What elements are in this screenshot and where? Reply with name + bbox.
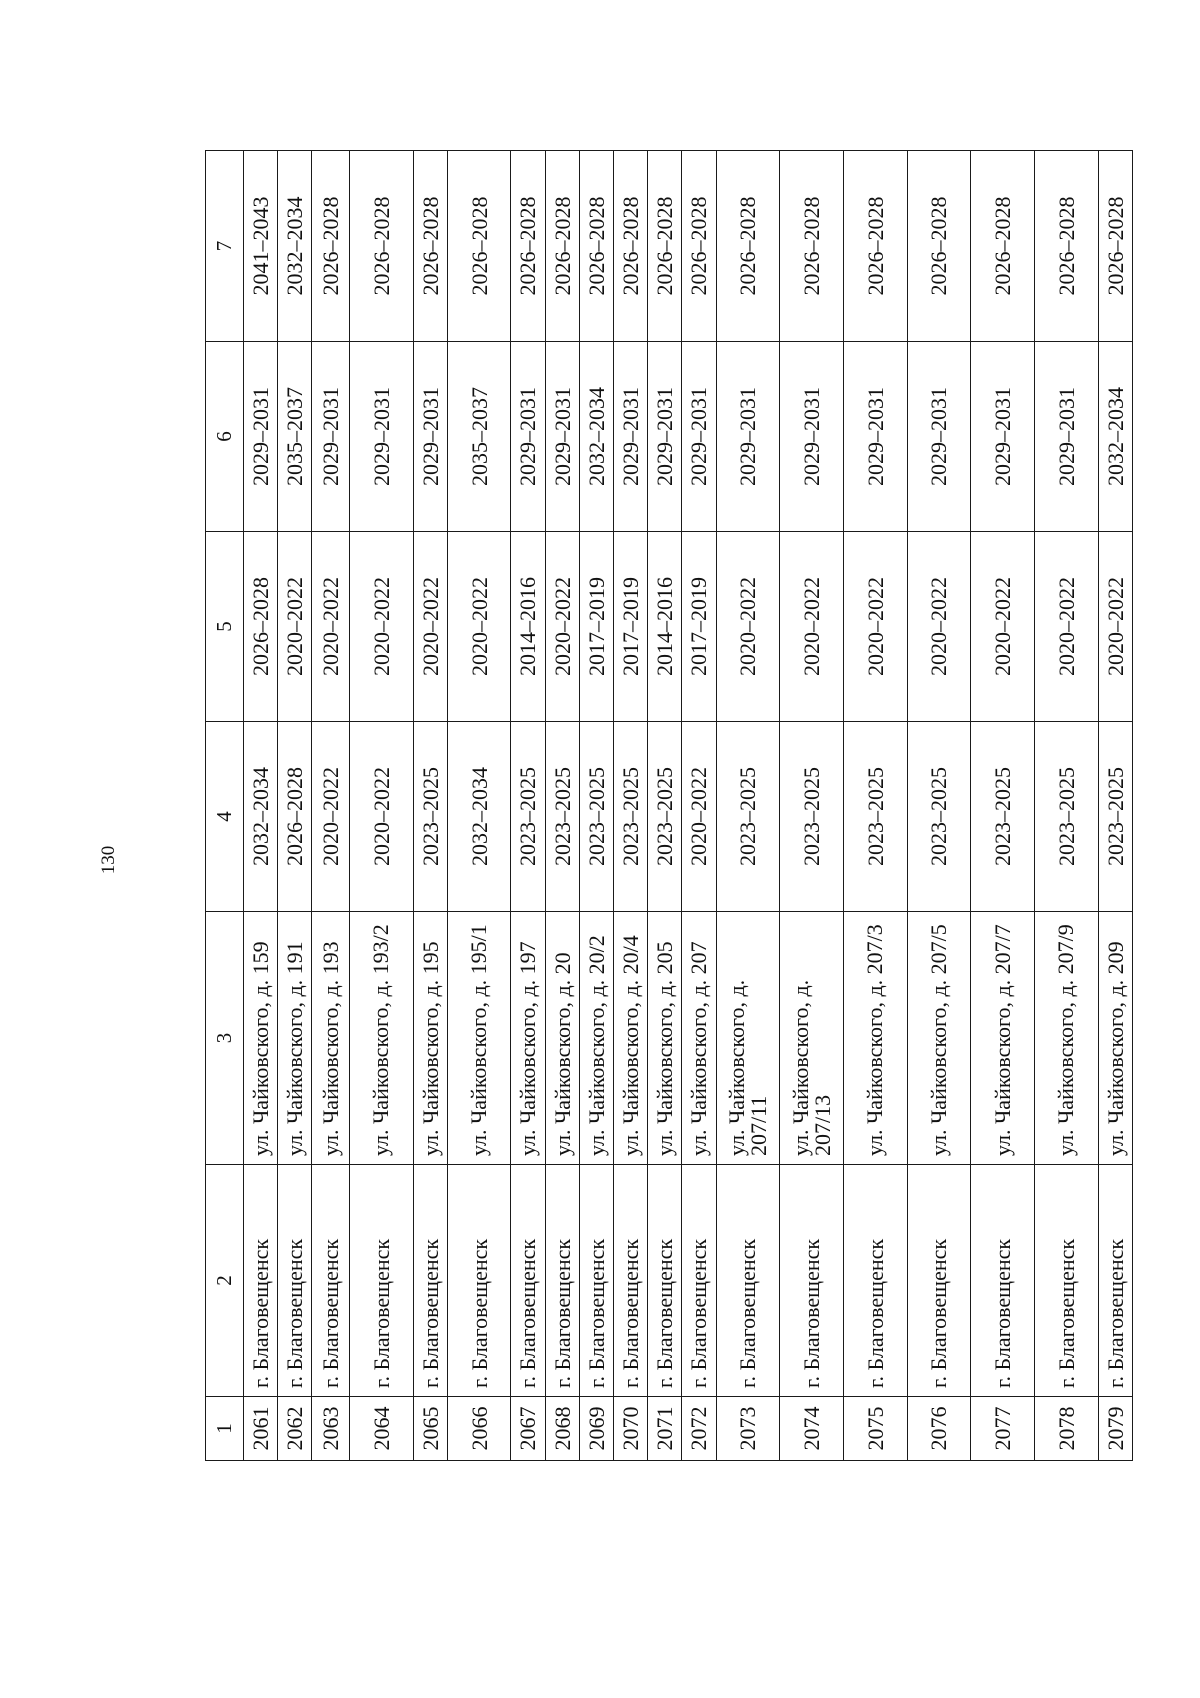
cell-address: ул. Чайковского, д. 207/13 xyxy=(780,912,844,1165)
cell-period-col4: 2026–2028 xyxy=(277,722,311,912)
cell-period-col7: 2041–2043 xyxy=(243,151,277,342)
cell-period-col4: 2023–2025 xyxy=(413,722,447,912)
cell-period-col7: 2026–2028 xyxy=(971,151,1035,342)
cell-period-col7: 2026–2028 xyxy=(1098,151,1132,342)
cell-period-col4: 2023–2025 xyxy=(843,722,907,912)
cell-period-col6: 2029–2031 xyxy=(682,342,716,532)
cell-period-col6: 2029–2031 xyxy=(843,342,907,532)
cell-period-col6: 2029–2031 xyxy=(971,342,1035,532)
cell-period-col6: 2029–2031 xyxy=(716,342,780,532)
cell-period-col7: 2026–2028 xyxy=(682,151,716,342)
header-cell-5: 5 xyxy=(206,532,244,722)
cell-period-col4: 2023–2025 xyxy=(579,722,613,912)
cell-address: ул. Чайковского, д. 20/4 xyxy=(613,912,647,1165)
cell-period-col4: 2020–2022 xyxy=(682,722,716,912)
header-cell-7: 7 xyxy=(206,151,244,342)
cell-period-col6: 2032–2034 xyxy=(1098,342,1132,532)
cell-address: ул. Чайковского, д. 197 xyxy=(511,912,545,1165)
cell-settlement: г. Благовещенск xyxy=(971,1165,1035,1397)
cell-row-number: 2064 xyxy=(349,1397,413,1461)
cell-row-number: 2069 xyxy=(579,1397,613,1461)
cell-period-col4: 2023–2025 xyxy=(648,722,682,912)
cell-period-col4: 2020–2022 xyxy=(312,722,350,912)
cell-row-number: 2078 xyxy=(1034,1397,1098,1461)
cell-address: ул. Чайковского, д. 193/2 xyxy=(349,912,413,1165)
table-row xyxy=(349,151,413,1461)
cell-period-col5: 2020–2022 xyxy=(971,532,1035,722)
cell-period-col5: 2026–2028 xyxy=(243,532,277,722)
cell-row-number: 2065 xyxy=(413,1397,447,1461)
cell-period-col6: 2029–2031 xyxy=(413,342,447,532)
cell-period-col4: 2023–2025 xyxy=(511,722,545,912)
cell-address: ул. Чайковского, д. 20 xyxy=(545,912,579,1165)
cell-period-col5: 2020–2022 xyxy=(843,532,907,722)
table-row xyxy=(682,151,716,1461)
cell-address: ул. Чайковского, д. 207/7 xyxy=(971,912,1035,1165)
cell-period-col4: 2032–2034 xyxy=(447,722,511,912)
cell-period-col6: 2029–2031 xyxy=(243,342,277,532)
cell-period-col5: 2020–2022 xyxy=(277,532,311,722)
table-row xyxy=(780,151,844,1461)
cell-row-number: 2074 xyxy=(780,1397,844,1461)
cell-period-col6: 2032–2034 xyxy=(579,342,613,532)
cell-settlement: г. Благовещенск xyxy=(613,1165,647,1397)
table-row xyxy=(1098,151,1132,1461)
cell-period-col7: 2026–2028 xyxy=(545,151,579,342)
cell-settlement: г. Благовещенск xyxy=(447,1165,511,1397)
cell-period-col6: 2029–2031 xyxy=(349,342,413,532)
schedule-table xyxy=(205,150,1133,1461)
cell-settlement: г. Благовещенск xyxy=(545,1165,579,1397)
cell-address: ул. Чайковского, д. 207/5 xyxy=(907,912,971,1165)
cell-settlement: г. Благовещенск xyxy=(243,1165,277,1397)
cell-settlement: г. Благовещенск xyxy=(511,1165,545,1397)
cell-period-col6: 2029–2031 xyxy=(1034,342,1098,532)
cell-period-col7: 2026–2028 xyxy=(447,151,511,342)
cell-period-col7: 2026–2028 xyxy=(312,151,350,342)
cell-period-col6: 2029–2031 xyxy=(907,342,971,532)
table-row xyxy=(545,151,579,1461)
table-row xyxy=(277,151,311,1461)
cell-address: ул. Чайковского, д. 207/11 xyxy=(716,912,780,1165)
rotated-table-container xyxy=(205,151,1133,1461)
table-row xyxy=(971,151,1035,1461)
table-row xyxy=(1034,151,1098,1461)
cell-period-col6: 2035–2037 xyxy=(447,342,511,532)
cell-period-col6: 2029–2031 xyxy=(511,342,545,532)
table-row xyxy=(648,151,682,1461)
cell-settlement: г. Благовещенск xyxy=(579,1165,613,1397)
cell-row-number: 2070 xyxy=(613,1397,647,1461)
cell-row-number: 2077 xyxy=(971,1397,1035,1461)
cell-row-number: 2066 xyxy=(447,1397,511,1461)
cell-period-col4: 2023–2025 xyxy=(545,722,579,912)
cell-address: ул. Чайковского, д. 195 xyxy=(413,912,447,1165)
cell-address: ул. Чайковского, д. 193 xyxy=(312,912,350,1165)
cell-period-col5: 2020–2022 xyxy=(716,532,780,722)
cell-period-col6: 2029–2031 xyxy=(613,342,647,532)
cell-period-col5: 2014–2016 xyxy=(648,532,682,722)
cell-period-col4: 2020–2022 xyxy=(349,722,413,912)
cell-period-col7: 2026–2028 xyxy=(579,151,613,342)
cell-row-number: 2063 xyxy=(312,1397,350,1461)
table-row xyxy=(716,151,780,1461)
cell-period-col7: 2026–2028 xyxy=(648,151,682,342)
cell-settlement: г. Благовещенск xyxy=(349,1165,413,1397)
cell-period-col4: 2023–2025 xyxy=(1034,722,1098,912)
cell-row-number: 2068 xyxy=(545,1397,579,1461)
cell-period-col5: 2017–2019 xyxy=(613,532,647,722)
table-row xyxy=(579,151,613,1461)
cell-period-col5: 2020–2022 xyxy=(312,532,350,722)
cell-period-col6: 2035–2037 xyxy=(277,342,311,532)
cell-period-col4: 2023–2025 xyxy=(780,722,844,912)
cell-period-col5: 2020–2022 xyxy=(907,532,971,722)
cell-settlement: г. Благовещенск xyxy=(648,1165,682,1397)
cell-period-col5: 2020–2022 xyxy=(413,532,447,722)
cell-settlement: г. Благовещенск xyxy=(907,1165,971,1397)
cell-address: ул. Чайковского, д. 207/9 xyxy=(1034,912,1098,1165)
cell-period-col7: 2026–2028 xyxy=(1034,151,1098,342)
cell-period-col4: 2023–2025 xyxy=(971,722,1035,912)
cell-settlement: г. Благовещенск xyxy=(716,1165,780,1397)
cell-period-col7: 2026–2028 xyxy=(907,151,971,342)
header-cell-2: 2 xyxy=(206,1165,244,1397)
cell-period-col7: 2026–2028 xyxy=(780,151,844,342)
cell-period-col4: 2023–2025 xyxy=(907,722,971,912)
cell-address: ул. Чайковского, д. 205 xyxy=(648,912,682,1165)
cell-address: ул. Чайковского, д. 207 xyxy=(682,912,716,1165)
cell-period-col4: 2023–2025 xyxy=(613,722,647,912)
cell-period-col4: 2023–2025 xyxy=(716,722,780,912)
cell-period-col6: 2029–2031 xyxy=(648,342,682,532)
cell-address: ул. Чайковского, д. 209 xyxy=(1098,912,1132,1165)
cell-period-col7: 2026–2028 xyxy=(349,151,413,342)
cell-period-col5: 2020–2022 xyxy=(447,532,511,722)
cell-row-number: 2079 xyxy=(1098,1397,1132,1461)
cell-period-col7: 2026–2028 xyxy=(511,151,545,342)
header-cell-1: 1 xyxy=(206,1397,244,1461)
cell-period-col7: 2026–2028 xyxy=(613,151,647,342)
cell-period-col5: 2020–2022 xyxy=(349,532,413,722)
cell-period-col5: 2017–2019 xyxy=(579,532,613,722)
cell-settlement: г. Благовещенск xyxy=(1098,1165,1132,1397)
cell-settlement: г. Благовещенск xyxy=(413,1165,447,1397)
header-cell-6: 6 xyxy=(206,342,244,532)
cell-address: ул. Чайковского, д. 207/3 xyxy=(843,912,907,1165)
table-row xyxy=(511,151,545,1461)
cell-address: ул. Чайковского, д. 195/1 xyxy=(447,912,511,1165)
table-row xyxy=(907,151,971,1461)
cell-period-col7: 2026–2028 xyxy=(843,151,907,342)
cell-settlement: г. Благовещенск xyxy=(780,1165,844,1397)
cell-period-col6: 2029–2031 xyxy=(780,342,844,532)
header-cell-4: 4 xyxy=(206,722,244,912)
cell-address: ул. Чайковского, д. 20/2 xyxy=(579,912,613,1165)
cell-period-col5: 2020–2022 xyxy=(545,532,579,722)
cell-address: ул. Чайковского, д. 159 xyxy=(243,912,277,1165)
cell-settlement: г. Благовещенск xyxy=(1034,1165,1098,1397)
table-row xyxy=(613,151,647,1461)
cell-address: ул. Чайковского, д. 191 xyxy=(277,912,311,1165)
cell-period-col6: 2029–2031 xyxy=(545,342,579,532)
cell-period-col4: 2023–2025 xyxy=(1098,722,1132,912)
cell-period-col6: 2029–2031 xyxy=(312,342,350,532)
cell-settlement: г. Благовещенск xyxy=(843,1165,907,1397)
cell-row-number: 2062 xyxy=(277,1397,311,1461)
table-body xyxy=(206,151,1133,1461)
cell-row-number: 2072 xyxy=(682,1397,716,1461)
cell-period-col4: 2032–2034 xyxy=(243,722,277,912)
table-row xyxy=(413,151,447,1461)
cell-row-number: 2061 xyxy=(243,1397,277,1461)
cell-row-number: 2076 xyxy=(907,1397,971,1461)
cell-period-col5: 2014–2016 xyxy=(511,532,545,722)
table-row xyxy=(447,151,511,1461)
cell-period-col7: 2026–2028 xyxy=(413,151,447,342)
cell-row-number: 2067 xyxy=(511,1397,545,1461)
header-cell-3: 3 xyxy=(206,912,244,1165)
table-row xyxy=(843,151,907,1461)
cell-settlement: г. Благовещенск xyxy=(682,1165,716,1397)
cell-period-col5: 2020–2022 xyxy=(1034,532,1098,722)
cell-row-number: 2073 xyxy=(716,1397,780,1461)
table-row xyxy=(243,151,277,1461)
cell-period-col5: 2020–2022 xyxy=(780,532,844,722)
cell-row-number: 2075 xyxy=(843,1397,907,1461)
cell-period-col7: 2032–2034 xyxy=(277,151,311,342)
cell-row-number: 2071 xyxy=(648,1397,682,1461)
cell-period-col5: 2020–2022 xyxy=(1098,532,1132,722)
cell-settlement: г. Благовещенск xyxy=(277,1165,311,1397)
table-row xyxy=(312,151,350,1461)
cell-settlement: г. Благовещенск xyxy=(312,1165,350,1397)
page-number: 130 xyxy=(98,845,119,875)
cell-period-col5: 2017–2019 xyxy=(682,532,716,722)
table-header-row xyxy=(206,151,244,1461)
cell-period-col7: 2026–2028 xyxy=(716,151,780,342)
